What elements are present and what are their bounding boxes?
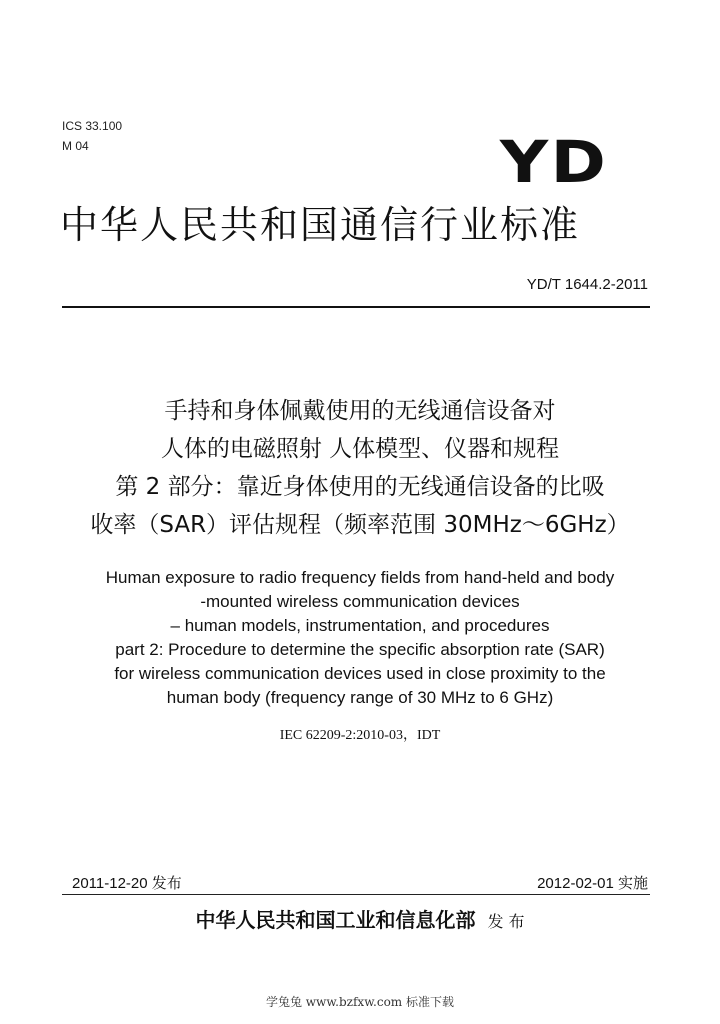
implementation-date: 2012-02-01 实施 bbox=[537, 875, 648, 892]
classification-codes bbox=[62, 116, 122, 156]
english-title bbox=[50, 566, 670, 710]
english-title-line: human body (frequency range of 30 MHz to 6 GHz) bbox=[166, 688, 554, 707]
ics-code: ICS 33.100 bbox=[62, 119, 123, 133]
publisher bbox=[60, 904, 660, 933]
english-title-line: – human models, instrumentation, and procedures bbox=[170, 616, 550, 635]
site-watermark: 学兔兔 www.bzfxw.com 标准下载 bbox=[265, 995, 455, 1009]
chinese-title-line: 第 2 部分：靠近身体使用的无线通信设备的比吸 bbox=[115, 474, 605, 500]
publisher-action: 发 布 bbox=[487, 912, 525, 931]
issue-date: 2011-12-20 发布 bbox=[72, 875, 182, 892]
english-title-line: part 2: Procedure to determine the specific absorption rate (SAR) bbox=[115, 640, 605, 659]
header-divider bbox=[62, 306, 650, 308]
yd-logo: YD bbox=[499, 128, 608, 196]
english-title-line: -mounted wireless communication devices bbox=[200, 592, 520, 611]
iec-equivalence: IEC 62209-2:2010-03，IDT bbox=[279, 728, 441, 743]
footer-divider bbox=[62, 894, 650, 895]
standard-number: YD/T 1644.2-2011 bbox=[526, 276, 648, 293]
standard-category-title: 中华人民共和国通信行业标准 bbox=[60, 203, 581, 247]
chinese-title-line: 收率（SAR）评估规程（频率范围 30MHz～6GHz） bbox=[90, 512, 630, 538]
chinese-title-line: 人体的电磁照射 人体模型、仪器和规程 bbox=[160, 436, 560, 462]
publisher-name: 中华人民共和国工业和信息化部 bbox=[195, 908, 476, 932]
english-title-line: Human exposure to radio frequency fields from hand-held and body bbox=[105, 568, 615, 587]
chinese-title bbox=[60, 392, 660, 544]
chinese-title-line: 手持和身体佩戴使用的无线通信设备对 bbox=[164, 398, 556, 424]
class-code: M 04 bbox=[62, 139, 89, 153]
english-title-line: for wireless communication devices used in close proximity to the bbox=[114, 664, 606, 683]
